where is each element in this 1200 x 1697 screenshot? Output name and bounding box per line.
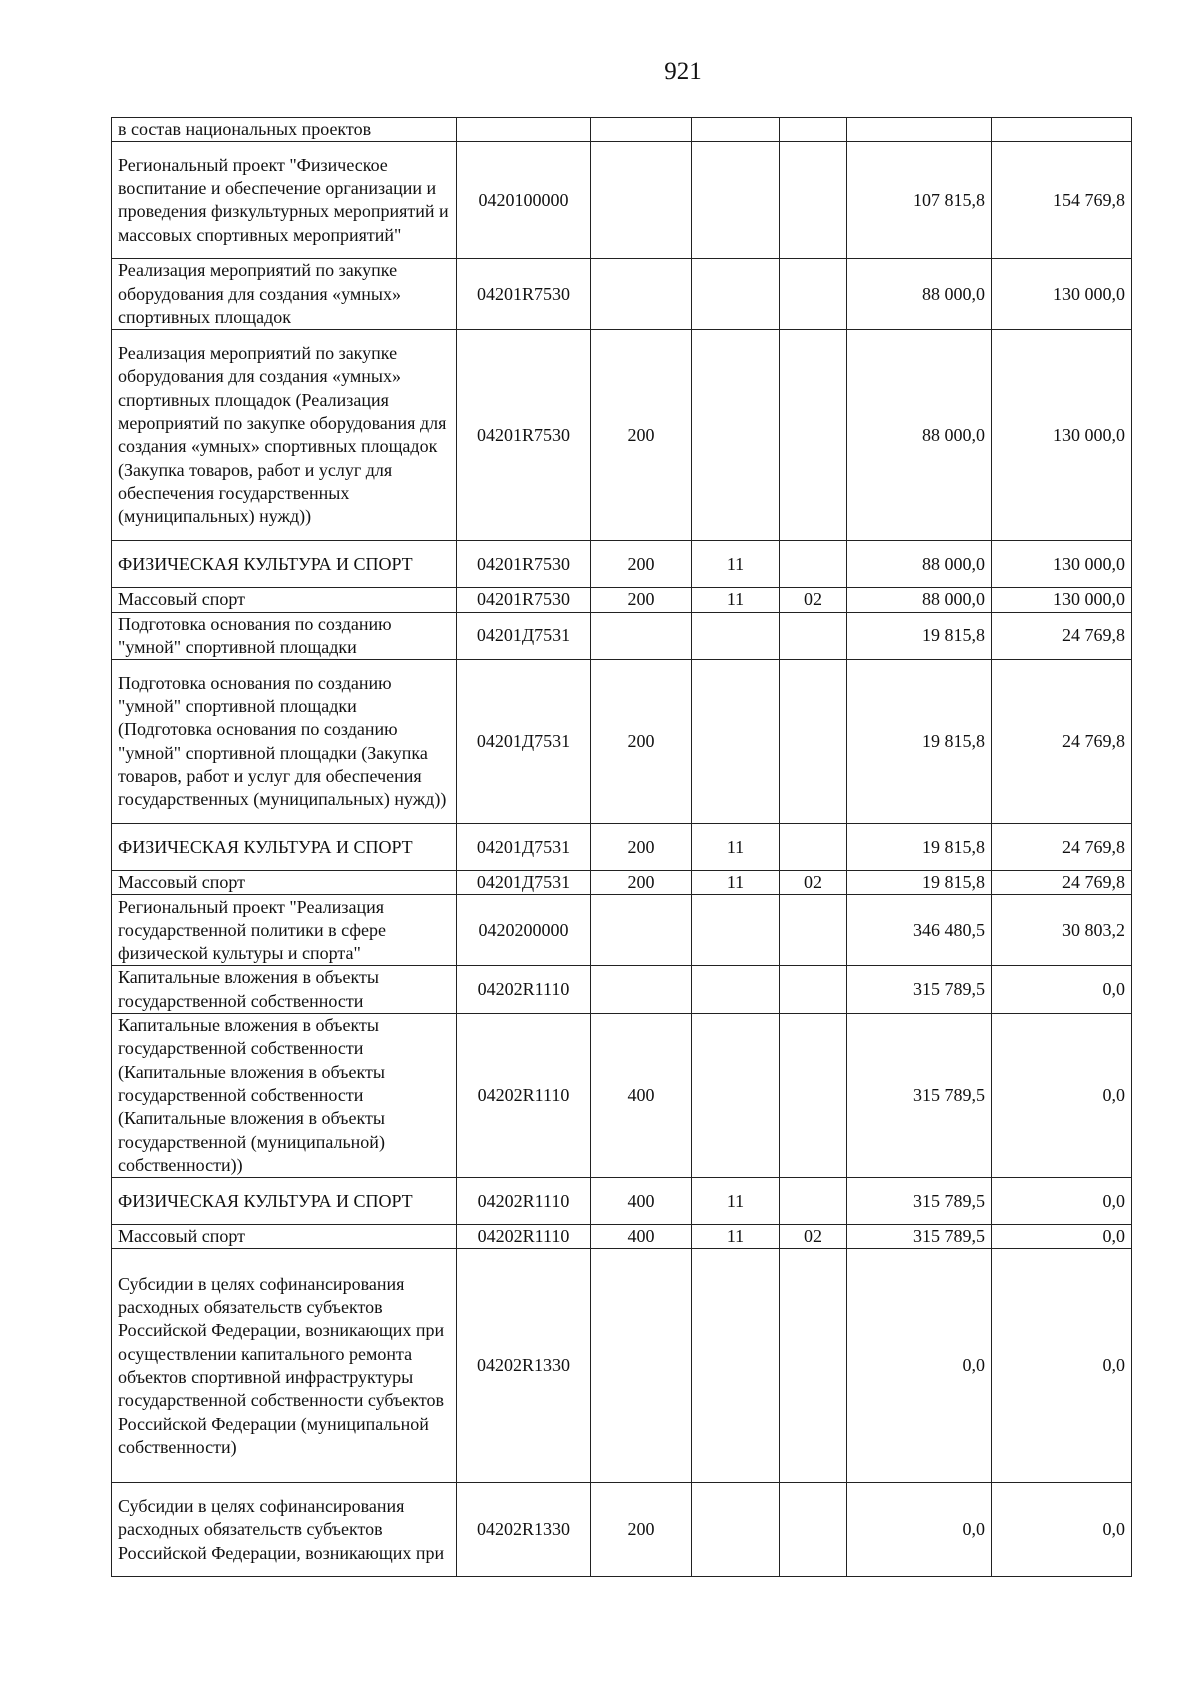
row-rz	[692, 142, 780, 259]
row-sum-1: 315 789,5	[847, 1225, 992, 1249]
row-sum-2: 0,0	[992, 1483, 1132, 1577]
row-csr: 04202R1110	[457, 1014, 591, 1178]
page-number: 921	[664, 58, 702, 85]
row-rz	[692, 1483, 780, 1577]
row-pr	[780, 612, 847, 660]
row-name: Массовый спорт	[112, 588, 457, 612]
table-row	[112, 1014, 1132, 1178]
row-sum-2: 130 000,0	[992, 588, 1132, 612]
budget-table	[111, 117, 1132, 1577]
row-name: Подготовка основания по созданию "умной" спортивной площадки (Подготовка основания по созданию "умной" спортивной площадки (Закупка товаров, работ и услуг для обеспечения государственных (муниципальных) нужд))	[112, 660, 457, 824]
row-rz: 11	[692, 541, 780, 588]
row-name: ФИЗИЧЕСКАЯ КУЛЬТУРА И СПОРТ	[112, 824, 457, 871]
row-sum-1: 88 000,0	[847, 259, 992, 330]
row-name: Субсидии в целях софинансирования расходных обязательств субъектов Российской Федерации, возникающих при осуществлении капитального ремонта объектов спортивной инфраструктуры государственной собственности субъектов Российской Федерации (муниципальной собственности)	[112, 1249, 457, 1483]
row-pr	[780, 1483, 847, 1577]
row-name: ФИЗИЧЕСКАЯ КУЛЬТУРА И СПОРТ	[112, 1178, 457, 1225]
row-pr	[780, 1249, 847, 1483]
row-vr: 200	[591, 824, 692, 871]
row-rz: 11	[692, 871, 780, 895]
row-sum-1	[847, 118, 992, 142]
row-pr: 02	[780, 871, 847, 895]
row-pr	[780, 1178, 847, 1225]
table-row	[112, 1249, 1132, 1483]
row-vr	[591, 966, 692, 1014]
table-row	[112, 824, 1132, 871]
row-sum-2: 130 000,0	[992, 330, 1132, 541]
row-name: Региональный проект "Реализация государственной политики в сфере физической культуры и спорта"	[112, 895, 457, 966]
row-csr: 04202R1110	[457, 1178, 591, 1225]
row-sum-2: 154 769,8	[992, 142, 1132, 259]
row-csr: 04201Д7531	[457, 660, 591, 824]
row-sum-2: 0,0	[992, 1225, 1132, 1249]
row-vr: 200	[591, 330, 692, 541]
row-csr: 0420100000	[457, 142, 591, 259]
row-sum-1: 0,0	[847, 1483, 992, 1577]
row-csr: 0420200000	[457, 895, 591, 966]
row-sum-2: 0,0	[992, 1249, 1132, 1483]
row-name: ФИЗИЧЕСКАЯ КУЛЬТУРА И СПОРТ	[112, 541, 457, 588]
row-csr: 04202R1330	[457, 1483, 591, 1577]
row-pr: 02	[780, 588, 847, 612]
row-vr: 400	[591, 1178, 692, 1225]
row-name: Реализация мероприятий по закупке оборудования для создания «умных» спортивных площадок (Реализация мероприятий по закупке оборудования для создания «умных» спортивных площадок (Закупка товаров, работ и услуг для обеспечения государственных (муниципальных) нужд))	[112, 330, 457, 541]
row-sum-2: 130 000,0	[992, 259, 1132, 330]
row-name: в состав национальных проектов	[112, 118, 457, 142]
table-row	[112, 118, 1132, 142]
row-rz	[692, 330, 780, 541]
row-pr	[780, 541, 847, 588]
row-name: Капитальные вложения в объекты государственной собственности (Капитальные вложения в объекты государственной собственности (Капитальные вложения в объекты государственной (муниципальной) собственности))	[112, 1014, 457, 1178]
row-sum-2: 24 769,8	[992, 612, 1132, 660]
row-rz	[692, 118, 780, 142]
row-sum-1: 88 000,0	[847, 541, 992, 588]
row-name: Реализация мероприятий по закупке оборудования для создания «умных» спортивных площадок	[112, 259, 457, 330]
row-name: Подготовка основания по созданию "умной" спортивной площадки	[112, 612, 457, 660]
row-pr	[780, 142, 847, 259]
row-csr: 04202R1110	[457, 1225, 591, 1249]
row-pr	[780, 824, 847, 871]
row-pr	[780, 895, 847, 966]
row-sum-1: 315 789,5	[847, 1178, 992, 1225]
row-csr: 04201Д7531	[457, 612, 591, 660]
table-row	[112, 612, 1132, 660]
row-rz	[692, 660, 780, 824]
row-vr: 200	[591, 871, 692, 895]
row-rz	[692, 612, 780, 660]
row-vr: 200	[591, 588, 692, 612]
row-sum-1: 19 815,8	[847, 660, 992, 824]
row-pr: 02	[780, 1225, 847, 1249]
row-csr: 04202R1330	[457, 1249, 591, 1483]
row-sum-1: 88 000,0	[847, 330, 992, 541]
row-sum-2: 0,0	[992, 966, 1132, 1014]
row-sum-2: 24 769,8	[992, 660, 1132, 824]
row-csr: 04201R7530	[457, 588, 591, 612]
table-row	[112, 259, 1132, 330]
row-rz	[692, 1249, 780, 1483]
row-sum-1: 315 789,5	[847, 966, 992, 1014]
table-row	[112, 1178, 1132, 1225]
table-row	[112, 966, 1132, 1014]
row-vr	[591, 259, 692, 330]
row-sum-1: 315 789,5	[847, 1014, 992, 1178]
row-sum-2: 0,0	[992, 1178, 1132, 1225]
row-csr: 04201R7530	[457, 330, 591, 541]
row-vr	[591, 612, 692, 660]
row-sum-1: 88 000,0	[847, 588, 992, 612]
row-sum-1: 19 815,8	[847, 612, 992, 660]
row-sum-1: 107 815,8	[847, 142, 992, 259]
row-name: Массовый спорт	[112, 1225, 457, 1249]
row-sum-2	[992, 118, 1132, 142]
row-vr	[591, 895, 692, 966]
row-sum-1: 19 815,8	[847, 824, 992, 871]
row-rz	[692, 966, 780, 1014]
table-row	[112, 895, 1132, 966]
row-rz	[692, 895, 780, 966]
table-row	[112, 142, 1132, 259]
row-csr: 04201Д7531	[457, 824, 591, 871]
row-csr	[457, 118, 591, 142]
row-sum-2: 0,0	[992, 1014, 1132, 1178]
row-pr	[780, 660, 847, 824]
row-vr: 200	[591, 1483, 692, 1577]
row-vr	[591, 1249, 692, 1483]
row-vr: 400	[591, 1225, 692, 1249]
row-sum-1: 19 815,8	[847, 871, 992, 895]
table-row	[112, 541, 1132, 588]
row-name: Региональный проект "Физическое воспитание и обеспечение организации и проведения физкультурных мероприятий и массовых спортивных мероприятий"	[112, 142, 457, 259]
row-rz: 11	[692, 1225, 780, 1249]
row-name: Субсидии в целях софинансирования расходных обязательств субъектов Российской Федерации, возникающих при	[112, 1483, 457, 1577]
row-vr	[591, 142, 692, 259]
table-row	[112, 660, 1132, 824]
row-vr: 200	[591, 541, 692, 588]
row-rz	[692, 1014, 780, 1178]
row-rz: 11	[692, 588, 780, 612]
row-csr: 04201R7530	[457, 259, 591, 330]
row-name: Капитальные вложения в объекты государственной собственности	[112, 966, 457, 1014]
row-name: Массовый спорт	[112, 871, 457, 895]
table-row	[112, 330, 1132, 541]
row-sum-2: 24 769,8	[992, 871, 1132, 895]
row-sum-1: 346 480,5	[847, 895, 992, 966]
row-csr: 04201R7530	[457, 541, 591, 588]
table-row	[112, 1225, 1132, 1249]
row-csr: 04202R1110	[457, 966, 591, 1014]
row-sum-2: 30 803,2	[992, 895, 1132, 966]
row-pr	[780, 1014, 847, 1178]
row-pr	[780, 118, 847, 142]
row-pr	[780, 330, 847, 541]
row-pr	[780, 966, 847, 1014]
row-rz: 11	[692, 1178, 780, 1225]
row-csr: 04201Д7531	[457, 871, 591, 895]
row-rz	[692, 259, 780, 330]
row-vr	[591, 118, 692, 142]
table-row	[112, 871, 1132, 895]
row-vr: 200	[591, 660, 692, 824]
row-sum-2: 24 769,8	[992, 824, 1132, 871]
row-sum-2: 130 000,0	[992, 541, 1132, 588]
row-pr	[780, 259, 847, 330]
table-row	[112, 588, 1132, 612]
row-sum-1: 0,0	[847, 1249, 992, 1483]
row-vr: 400	[591, 1014, 692, 1178]
row-rz: 11	[692, 824, 780, 871]
table-row	[112, 1483, 1132, 1577]
